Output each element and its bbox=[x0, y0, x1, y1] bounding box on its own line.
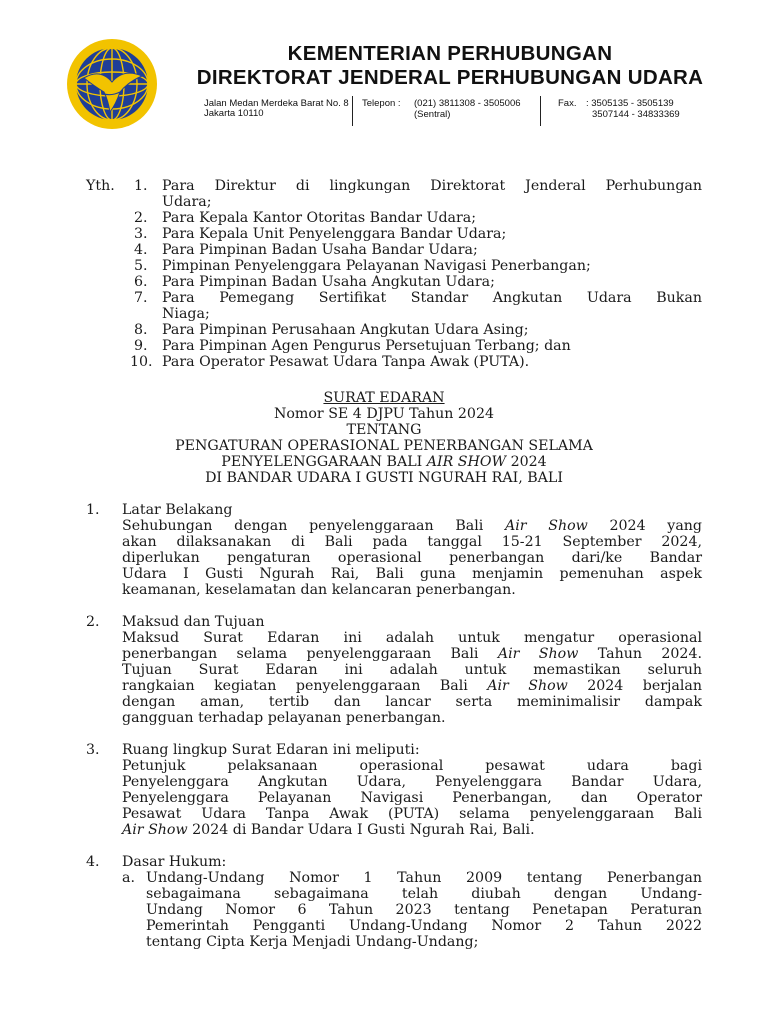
section-heading: Dasar Hukum: bbox=[122, 854, 227, 870]
paragraph-line: Penyelenggara Angkutan Udara, Penyelenggara Bandar Udara, bbox=[122, 774, 702, 790]
paragraph-line: diperlukan pengaturan operasional penerbangan dari/ke Bandar bbox=[122, 550, 702, 566]
kemenhub-logo bbox=[66, 38, 158, 130]
paragraph-line: rangkaian kegiatan penyelenggaraan Bali Air Show 2024 berjalan bbox=[122, 678, 702, 694]
sub-item-letter: a. bbox=[122, 870, 135, 886]
phone-note: (Sentral) bbox=[414, 109, 451, 120]
paragraph-line: gangguan terhadap pelayanan penerbangan. bbox=[122, 710, 446, 726]
section-heading: Maksud dan Tujuan bbox=[122, 614, 265, 630]
phone-label: Telepon : bbox=[362, 98, 401, 109]
paragraph-line: Udara I Gusti Ngurah Rai, Bali guna menjamin pemenuhan aspek bbox=[122, 566, 702, 582]
paragraph-line: Sehubungan dengan penyelenggaraan Bali Air Show 2024 yang bbox=[122, 518, 702, 534]
fax-number-2: 3507144 - 34833369 bbox=[592, 109, 680, 120]
paragraph-line: akan dilaksanakan di Bali pada tanggal 15-21 September 2024, bbox=[122, 534, 702, 550]
recipient-number: 8. bbox=[134, 322, 148, 338]
section-heading: Latar Belakang bbox=[122, 502, 233, 518]
recipient-item: Para Pemegang Sertifikat Standar Angkutan Udara Bukan bbox=[162, 290, 702, 306]
recipient-number: 2. bbox=[134, 210, 148, 226]
recipient-number: 10. bbox=[130, 354, 153, 370]
recipient-item: Para Direktur di lingkungan Direktorat Jenderal Perhubungan bbox=[162, 178, 702, 194]
paragraph-line: Pemerintah Pengganti Undang-Undang Nomor 2 Tahun 2022 bbox=[146, 918, 702, 934]
phone-number: (021) 3811308 - 3505006 bbox=[414, 98, 521, 109]
recipient-item: Para Kepala Unit Penyelenggara Bandar Udara; bbox=[162, 226, 507, 242]
document-number: Nomor SE 4 DJPU Tahun 2024 bbox=[273, 406, 495, 422]
paragraph-line: Penyelenggara Pelayanan Navigasi Penerbangan, dan Operator bbox=[122, 790, 702, 806]
recipient-item: Para Pimpinan Perusahaan Angkutan Udara Asing; bbox=[162, 322, 529, 338]
paragraph-line: Undang-Undang Nomor 1 Tahun 2009 tentang Penerbangan bbox=[146, 870, 702, 886]
recipients-label: Yth. bbox=[86, 178, 115, 194]
section-heading: Ruang lingkup Surat Edaran ini meliputi: bbox=[122, 742, 420, 758]
paragraph-line: Tujuan Surat Edaran ini adalah untuk memastikan seluruh bbox=[122, 662, 702, 678]
paragraph-line: Petunjuk pelaksanaan operasional pesawat udara bagi bbox=[122, 758, 702, 774]
fax-number-1: : 3505135 - 3505139 bbox=[586, 98, 674, 109]
paragraph-line: Undang Nomor 6 Tahun 2023 tentang Penetapan Peraturan bbox=[146, 902, 702, 918]
recipient-number: 6. bbox=[134, 274, 148, 290]
header-divider bbox=[352, 96, 353, 126]
header-divider bbox=[540, 96, 541, 126]
paragraph-line: Pesawat Udara Tanpa Awak (PUTA) selama penyelenggaraan Bali bbox=[122, 806, 702, 822]
recipient-item: Para Pimpinan Badan Usaha Bandar Udara; bbox=[162, 242, 478, 258]
kemenhub-eagle-globe-icon bbox=[66, 38, 158, 130]
recipient-number: 9. bbox=[134, 338, 148, 354]
paragraph-line: dengan aman, tertib dan lancar serta meminimalisir dampak bbox=[122, 694, 702, 710]
paragraph-line: Air Show 2024 di Bandar Udara I Gusti Ngurah Rai, Bali. bbox=[122, 822, 535, 838]
document-about: TENTANG bbox=[346, 422, 422, 438]
recipient-item: Para Pimpinan Agen Pengurus Persetujuan Terbang; dan bbox=[162, 338, 571, 354]
recipient-number: 7. bbox=[134, 290, 148, 306]
recipient-item: Para Pimpinan Badan Usaha Angkutan Udara; bbox=[162, 274, 495, 290]
directorate-name: DIREKTORAT JENDERAL PERHUBUNGAN UDARA bbox=[196, 66, 704, 89]
paragraph-line: keamanan, keselamatan dan kelancaran penerbangan. bbox=[122, 582, 516, 598]
paragraph-line: Maksud Surat Edaran ini adalah untuk mengatur operasional bbox=[122, 630, 702, 646]
fax-label: Fax. bbox=[558, 98, 577, 109]
document-subject-2: PENYELENGGARAAN BALI AIR SHOW 2024 bbox=[221, 454, 547, 470]
document-type: SURAT EDARAN bbox=[323, 390, 445, 406]
section-number: 1. bbox=[86, 502, 100, 518]
section-number: 2. bbox=[86, 614, 100, 630]
section-number: 4. bbox=[86, 854, 100, 870]
recipient-item: Para Operator Pesawat Udara Tanpa Awak (PUTA). bbox=[162, 354, 530, 370]
recipient-number: 5. bbox=[134, 258, 148, 274]
recipient-number: 3. bbox=[134, 226, 148, 242]
recipient-number: 1. bbox=[134, 178, 148, 194]
paragraph-line: penerbangan selama penyelenggaraan Bali Air Show Tahun 2024. bbox=[122, 646, 702, 662]
address-line-2: Jakarta 10110 bbox=[204, 108, 264, 119]
document-subject-1: PENGATURAN OPERASIONAL PENERBANGAN SELAMA bbox=[175, 438, 593, 454]
recipient-item-cont: Udara; bbox=[162, 194, 212, 210]
ministry-name: KEMENTERIAN PERHUBUNGAN bbox=[287, 42, 613, 65]
recipient-item: Para Kepala Kantor Otoritas Bandar Udara; bbox=[162, 210, 477, 226]
paragraph-line: tentang Cipta Kerja Menjadi Undang-Undang; bbox=[146, 934, 479, 950]
paragraph-line: sebagaimana sebagaimana telah diubah dengan Undang- bbox=[146, 886, 702, 902]
recipient-item-cont: Niaga; bbox=[162, 306, 210, 322]
recipient-item: Pimpinan Penyelenggara Pelayanan Navigasi Penerbangan; bbox=[162, 258, 591, 274]
recipient-number: 4. bbox=[134, 242, 148, 258]
document-subject-3: DI BANDAR UDARA I GUSTI NGURAH RAI, BALI bbox=[205, 470, 563, 486]
address-line-1: Jalan Medan Merdeka Barat No. 8 bbox=[204, 98, 349, 109]
section-number: 3. bbox=[86, 742, 100, 758]
